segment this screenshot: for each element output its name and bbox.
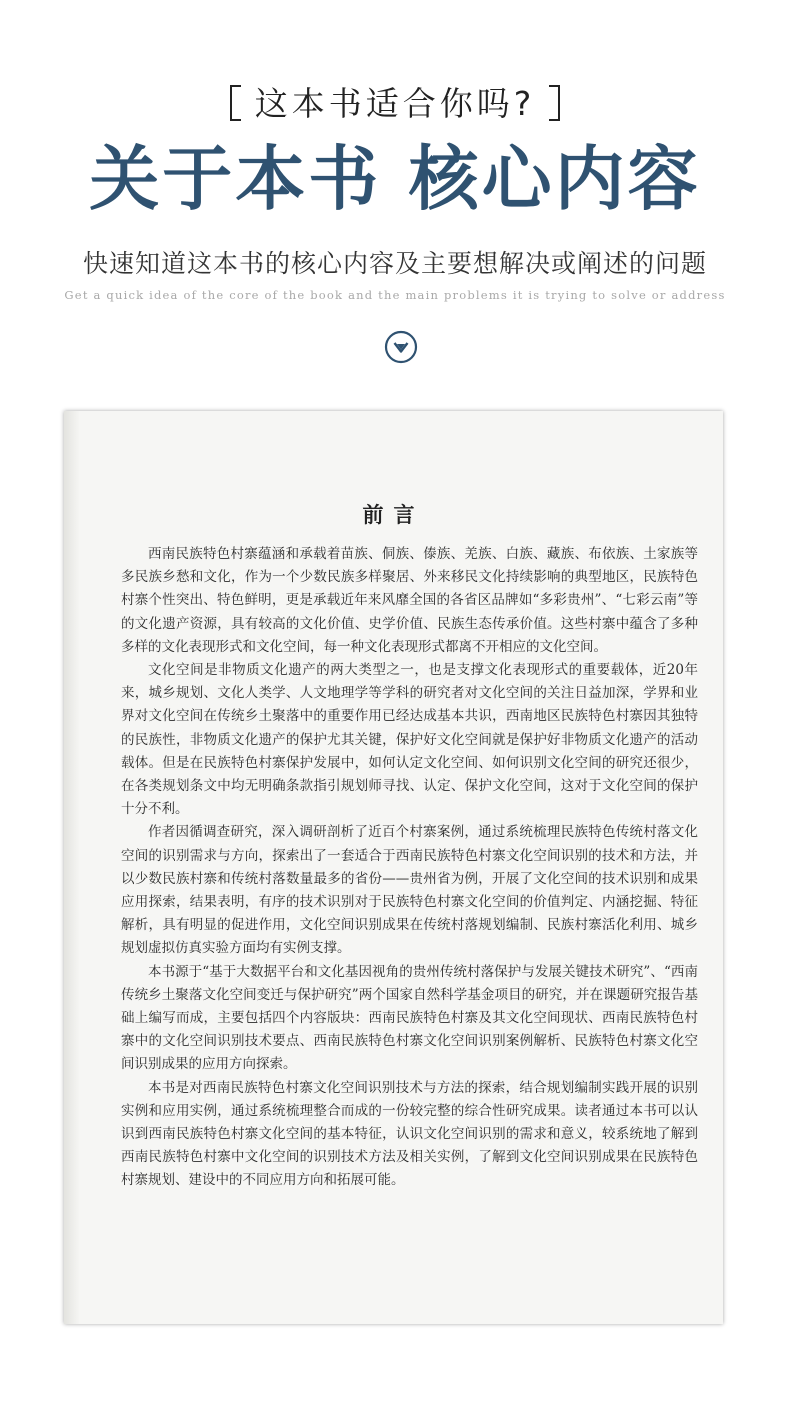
document-body: [121, 543, 698, 1193]
main-title: 关于本书 核心内容: [89, 137, 701, 220]
left-bracket: [230, 85, 241, 121]
tagline: 这本书适合你吗?: [254, 83, 536, 123]
header-section: [0, 0, 790, 400]
subtitle-chinese: 快速知道这本书的核心内容及主要想解决或阐述的问题: [82, 249, 707, 278]
paragraph: 西南民族特色村寨蕴涵和承载着苗族、侗族、傣族、羌族、白族、藏族、布依族、土家族等多民族乡愁和文化，作为一个少数民族多样聚居、外来移民文化持续影响的典型地区，民族特色村寨个性突出、特色鲜明，更是承载近年来风靡全国的各省区品牌如“多彩贵州”、“七彩云南”等的文化遗产资源，具有较高的文化价值、史学价值、民族生态传承价值。这些村寨中蕴含了多种多样的文化表现形式和文化空间，每一种文化表现形式都离不开相应的文化空间。: [121, 546, 698, 655]
paragraph: 本书是对西南民族特色村寨文化空间识别技术与方法的探索，结合规划编制实践开展的识别实例和应用实例，通过系统梳理整合而成的一份较完整的综合性研究成果。读者通过本书可以认识到西南民族特色村寨文化空间的基本特征，认识文化空间识别的需求和意义，较系统地了解到西南民族特色村寨中文化空间的识别技术方法及相关实例，了解到文化空间识别成果在民族特色村寨规划、建设中的不同应用方向和拓展可能。: [121, 1079, 698, 1189]
paragraph: 本书源于“基于大数据平台和文化基因视角的贵州传统村落保护与发展关键技术研究”、“西南传统乡土聚落文化空间变迁与保护研究”两个国家自然科学基金项目的研究，并在课题研究报告基础上编写而成，主要包括四个内容版块：西南民族特色村寨及其文化空间现状、西南民族特色村寨中的文化空间识别技术要点、西南民族特色村寨文化空间识别案例解析、民族特色村寨文化空间识别成果的应用方向探索。: [121, 963, 698, 1073]
document-page: [64, 411, 723, 1324]
tagline-row: [0, 78, 790, 128]
subtitle-english: Get a quick idea of the core of the book and the main problems it is trying to solve or address: [64, 288, 726, 302]
paragraph: 作者因循调查研究，深入调研剖析了近百个村寨案例，通过系统梳理民族特色传统村落文化空间的识别需求与方向，探索出了一套适合于西南民族特色村寨文化空间识别的技术和方法，并以少数民族村寨和传统村落数量最多的省份——贵州省为例，开展了文化空间的技术识别和成果应用探索，结果表明，有序的技术识别对于民族特色村寨文化空间的价值判定、内涵挖掘、特征解析，具有明显的促进作用，文化空间识别成果在传统村落规划编制、民族村寨活化利用、城乡规划虚拟仿真实验方面均有实例支撑。: [121, 824, 698, 957]
paragraph: 文化空间是非物质文化遗产的两大类型之一，也是支撑文化表现形式的重要载体，近20年来，城乡规划、文化人类学、人文地理学等学科的研究者对文化空间的关注日益加深，学界和业界对文化空间在传统乡土聚落中的重要作用已经达成基本共识，西南地区民族特色村寨因其独特的民族性，非物质文化遗产的保护尤其关键，保护好文化空间就是保护好非物质文化遗产的活动载体。但是在民族特色村寨保护发展中，如何认定文化空间、如何识别文化空间的研究还很少，在各类规划条文中均无明确条款指引规划师寻找、认定、保护文化空间，这对于文化空间的保护十分不利。: [121, 662, 698, 818]
right-bracket: [549, 85, 560, 121]
page-binding-edge: [64, 411, 80, 1324]
chevron-down-circle-icon: [384, 330, 418, 364]
document-title: 前言: [362, 503, 425, 527]
